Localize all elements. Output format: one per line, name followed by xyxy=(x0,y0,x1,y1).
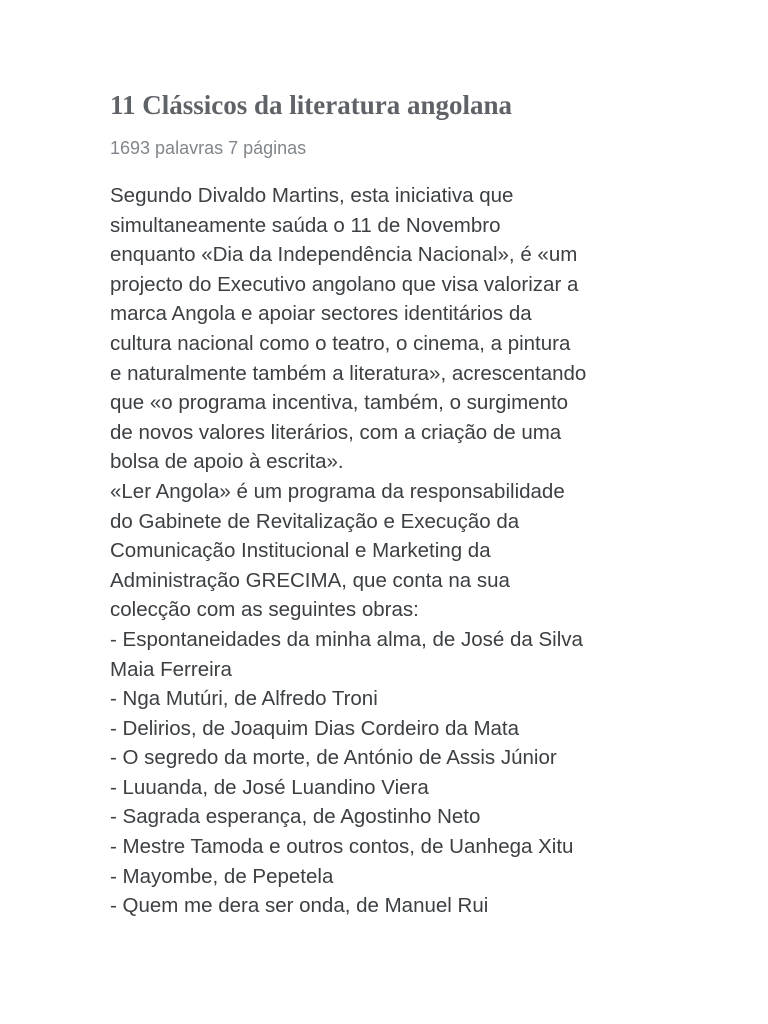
body-line: cultura nacional como o teatro, o cinema, a pintura xyxy=(110,331,571,355)
body-line: colecção com as seguintes obras: xyxy=(110,598,419,622)
list-item: - Luuanda, de José Luandino Viera xyxy=(110,775,429,799)
body-line: «Ler Angola» é um programa da responsabilidade xyxy=(110,479,565,503)
body-line: enquanto «Dia da Independência Nacional», é «um xyxy=(110,243,578,267)
document-page xyxy=(110,86,670,921)
list-item: - Mestre Tamoda e outros contos, de Uanhega Xitu xyxy=(110,835,574,859)
list-item: - O segredo da morte, de António de Assis Júnior xyxy=(110,746,557,770)
list-item: - Quem me dera ser onda, de Manuel Rui xyxy=(110,894,489,918)
body-line: Segundo Divaldo Martins, esta iniciativa que xyxy=(110,184,514,207)
document-body xyxy=(110,181,670,921)
body-line: bolsa de apoio à escrita». xyxy=(110,450,344,474)
list-item-continuation: Maia Ferreira xyxy=(110,657,232,681)
body-line: Administração GRECIMA, que conta na sua xyxy=(110,568,510,592)
body-line: projecto do Executivo angolano que visa valorizar a xyxy=(110,272,579,296)
document-title: 11 Clássicos da literatura angolana xyxy=(110,90,513,120)
body-line: do Gabinete de Revitalização e Execução da xyxy=(110,509,520,533)
body-line: de novos valores literários, com a criação de uma xyxy=(110,420,562,444)
list-item: - Mayombe, de Pepetela xyxy=(110,864,334,888)
document-meta: 1693 palavras 7 páginas xyxy=(110,138,307,158)
body-line: simultaneamente saúda o 11 de Novembro xyxy=(110,213,501,237)
list-item: - Delirios, de Joaquim Dias Cordeiro da Mata xyxy=(110,716,520,740)
list-item: - Nga Mutúri, de Alfredo Troni xyxy=(110,687,378,711)
body-line: marca Angola e apoiar sectores identitários da xyxy=(110,302,532,326)
list-item: - Sagrada esperança, de Agostinho Neto xyxy=(110,805,481,829)
body-line: e naturalmente também a literatura», acrescentando xyxy=(110,361,587,385)
body-line: Comunicação Institucional e Marketing da xyxy=(110,539,491,563)
list-item: - Espontaneidades da minha alma, de José da Silva xyxy=(110,627,583,651)
body-line: que «o programa incentiva, também, o surgimento xyxy=(110,391,569,415)
